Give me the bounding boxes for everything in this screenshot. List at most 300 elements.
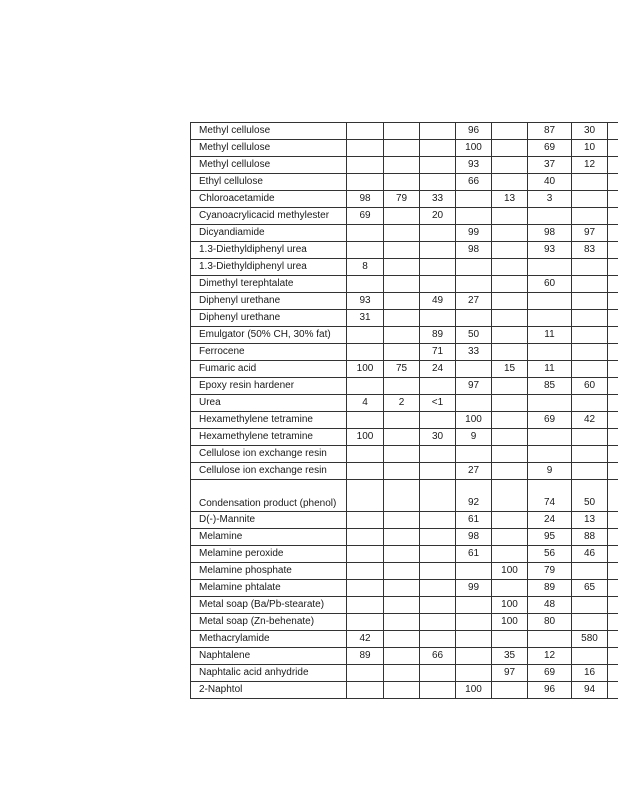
value-cell: 100 <box>347 429 384 446</box>
value-cell <box>347 665 384 682</box>
value-cell <box>420 463 456 480</box>
table-row <box>191 665 618 682</box>
value-cell: 79 <box>384 191 420 208</box>
table-row <box>191 563 618 580</box>
table-row <box>191 191 618 208</box>
value-cell <box>420 580 456 597</box>
substance-name-cell: Cyanoacrylicacid methylester <box>191 208 347 225</box>
value-cell <box>347 682 384 699</box>
cut-off-cell <box>608 563 618 580</box>
value-cell: 89 <box>528 580 572 597</box>
value-cell: 3 <box>528 191 572 208</box>
value-cell <box>420 378 456 395</box>
value-cell <box>420 123 456 140</box>
value-cell <box>492 631 528 648</box>
table-row <box>191 378 618 395</box>
value-cell: 97 <box>572 225 608 242</box>
value-cell <box>384 174 420 191</box>
value-cell: 93 <box>456 157 492 174</box>
value-cell: 42 <box>572 412 608 429</box>
substance-name-cell: Naphtalene <box>191 648 347 665</box>
cut-off-cell <box>608 631 618 648</box>
value-cell <box>347 597 384 614</box>
cut-off-cell <box>608 174 618 191</box>
cut-off-cell <box>608 512 618 529</box>
value-cell <box>384 157 420 174</box>
table-row <box>191 631 618 648</box>
table-row <box>191 242 618 259</box>
cut-off-cell <box>608 429 618 446</box>
value-cell <box>347 463 384 480</box>
value-cell <box>384 463 420 480</box>
value-cell <box>572 597 608 614</box>
value-cell: 9 <box>528 463 572 480</box>
value-cell <box>456 648 492 665</box>
value-cell: 100 <box>492 563 528 580</box>
value-cell <box>384 208 420 225</box>
value-cell <box>384 378 420 395</box>
substance-name-cell: Melamine peroxide <box>191 546 347 563</box>
value-cell: 60 <box>528 276 572 293</box>
value-cell <box>572 310 608 327</box>
value-cell <box>384 597 420 614</box>
cut-off-cell <box>608 191 618 208</box>
value-cell: 98 <box>456 529 492 546</box>
substance-name-cell: Melamine <box>191 529 347 546</box>
value-cell <box>456 614 492 631</box>
value-cell <box>347 614 384 631</box>
value-cell: 69 <box>528 140 572 157</box>
cut-off-cell <box>608 361 618 378</box>
table-row <box>191 412 618 429</box>
value-cell <box>384 563 420 580</box>
value-cell: 100 <box>492 614 528 631</box>
value-cell <box>492 446 528 463</box>
value-cell <box>420 682 456 699</box>
value-cell: 99 <box>456 225 492 242</box>
value-cell: 12 <box>572 157 608 174</box>
cut-off-cell <box>608 412 618 429</box>
value-cell <box>347 157 384 174</box>
value-cell <box>572 614 608 631</box>
value-cell <box>492 429 528 446</box>
value-cell: 97 <box>492 665 528 682</box>
value-cell <box>384 512 420 529</box>
cut-off-cell <box>608 614 618 631</box>
value-cell: 100 <box>456 140 492 157</box>
value-cell: 580 <box>572 631 608 648</box>
cut-off-cell <box>608 276 618 293</box>
value-cell: 74 <box>528 480 572 512</box>
value-cell: 69 <box>347 208 384 225</box>
value-cell: 95 <box>528 529 572 546</box>
cut-off-cell <box>608 597 618 614</box>
value-cell <box>347 242 384 259</box>
value-cell <box>420 157 456 174</box>
value-cell <box>420 276 456 293</box>
value-cell <box>456 597 492 614</box>
value-cell <box>528 208 572 225</box>
table-row <box>191 580 618 597</box>
table-row <box>191 529 618 546</box>
value-cell <box>420 480 456 512</box>
value-cell: 100 <box>456 412 492 429</box>
value-cell <box>528 429 572 446</box>
value-cell: 97 <box>456 378 492 395</box>
value-cell: 40 <box>528 174 572 191</box>
value-cell <box>572 344 608 361</box>
cut-off-cell <box>608 580 618 597</box>
value-cell <box>456 191 492 208</box>
substance-name-cell: 2-Naphtol <box>191 682 347 699</box>
table-row <box>191 327 618 344</box>
value-cell <box>347 123 384 140</box>
substance-name-cell: Dimethyl terephtalate <box>191 276 347 293</box>
value-cell <box>492 157 528 174</box>
substance-name-cell: Epoxy resin hardener <box>191 378 347 395</box>
cut-off-cell <box>608 327 618 344</box>
value-cell <box>492 293 528 310</box>
value-cell: 100 <box>347 361 384 378</box>
value-cell <box>420 242 456 259</box>
value-cell <box>384 276 420 293</box>
value-cell <box>572 293 608 310</box>
value-cell: 30 <box>572 123 608 140</box>
substance-name-cell: Methyl cellulose <box>191 140 347 157</box>
value-cell: <1 <box>420 395 456 412</box>
substance-name-cell: Hexamethylene tetramine <box>191 429 347 446</box>
value-cell: 85 <box>528 378 572 395</box>
value-cell <box>572 276 608 293</box>
value-cell <box>420 140 456 157</box>
value-cell <box>456 276 492 293</box>
value-cell <box>572 463 608 480</box>
value-cell: 61 <box>456 546 492 563</box>
value-cell: 100 <box>492 597 528 614</box>
table-row <box>191 463 618 480</box>
value-cell <box>420 563 456 580</box>
table-row <box>191 395 618 412</box>
value-cell <box>347 327 384 344</box>
value-cell <box>492 242 528 259</box>
substance-name-cell: 1.3-Diethyldiphenyl urea <box>191 242 347 259</box>
substance-name-cell: 1.3-Diethyldiphenyl urea <box>191 259 347 276</box>
value-cell: 88 <box>572 529 608 546</box>
value-cell <box>528 446 572 463</box>
value-cell <box>347 276 384 293</box>
value-cell <box>384 225 420 242</box>
substance-name-cell: Chloroacetamide <box>191 191 347 208</box>
substance-name-cell: Diphenyl urethane <box>191 293 347 310</box>
value-cell <box>456 395 492 412</box>
value-cell <box>492 682 528 699</box>
value-cell: 96 <box>456 123 492 140</box>
value-cell: 50 <box>456 327 492 344</box>
value-cell <box>572 563 608 580</box>
value-cell: 94 <box>572 682 608 699</box>
table-row <box>191 276 618 293</box>
value-cell <box>456 310 492 327</box>
value-cell <box>492 140 528 157</box>
value-cell: 48 <box>528 597 572 614</box>
value-cell <box>572 174 608 191</box>
value-cell: 66 <box>420 648 456 665</box>
value-cell <box>384 648 420 665</box>
value-cell <box>384 140 420 157</box>
value-cell <box>492 512 528 529</box>
substance-name-cell: Methacrylamide <box>191 631 347 648</box>
value-cell: 4 <box>347 395 384 412</box>
value-cell: 100 <box>456 682 492 699</box>
substance-name-cell: Melamine phosphate <box>191 563 347 580</box>
value-cell <box>572 208 608 225</box>
value-cell: 75 <box>384 361 420 378</box>
value-cell <box>384 242 420 259</box>
value-cell <box>420 446 456 463</box>
value-cell: 98 <box>528 225 572 242</box>
value-cell <box>384 259 420 276</box>
value-cell <box>384 327 420 344</box>
value-cell: 93 <box>528 242 572 259</box>
substance-name-cell: Condensation product (phenol) <box>191 480 347 512</box>
value-cell: 9 <box>456 429 492 446</box>
substance-name-cell: Melamine phtalate <box>191 580 347 597</box>
value-cell: 37 <box>528 157 572 174</box>
value-cell: 35 <box>492 648 528 665</box>
value-cell: 15 <box>492 361 528 378</box>
value-cell: 65 <box>572 580 608 597</box>
cut-off-cell <box>608 446 618 463</box>
substance-name-cell: Metal soap (Ba/Pb-stearate) <box>191 597 347 614</box>
value-cell <box>384 614 420 631</box>
table-row <box>191 157 618 174</box>
cut-off-cell <box>608 665 618 682</box>
value-cell <box>420 225 456 242</box>
value-cell <box>420 174 456 191</box>
value-cell: 24 <box>420 361 456 378</box>
value-cell <box>420 597 456 614</box>
value-cell <box>528 293 572 310</box>
value-cell <box>492 529 528 546</box>
value-cell <box>384 580 420 597</box>
value-cell <box>492 344 528 361</box>
value-cell: 56 <box>528 546 572 563</box>
table-row <box>191 293 618 310</box>
value-cell <box>492 463 528 480</box>
value-cell <box>456 631 492 648</box>
value-cell <box>420 546 456 563</box>
value-cell <box>384 546 420 563</box>
value-cell <box>492 327 528 344</box>
value-cell <box>347 580 384 597</box>
substance-name-cell: Ferrocene <box>191 344 347 361</box>
value-cell <box>384 446 420 463</box>
table-row <box>191 208 618 225</box>
value-cell: 98 <box>347 191 384 208</box>
value-cell: 99 <box>456 580 492 597</box>
value-cell <box>347 480 384 512</box>
value-cell <box>492 225 528 242</box>
value-cell <box>347 225 384 242</box>
value-cell: 92 <box>456 480 492 512</box>
value-cell <box>384 480 420 512</box>
value-cell <box>347 412 384 429</box>
cut-off-cell <box>608 378 618 395</box>
value-cell <box>384 529 420 546</box>
value-cell: 11 <box>528 361 572 378</box>
value-cell <box>420 310 456 327</box>
value-cell <box>572 395 608 412</box>
value-cell: 69 <box>528 412 572 429</box>
table-row <box>191 597 618 614</box>
value-cell <box>384 665 420 682</box>
substance-name-cell: D(-)-Mannite <box>191 512 347 529</box>
substance-name-cell: Metal soap (Zn-behenate) <box>191 614 347 631</box>
value-cell <box>384 123 420 140</box>
value-cell <box>492 378 528 395</box>
cut-off-cell <box>608 682 618 699</box>
value-cell <box>420 259 456 276</box>
cut-off-cell <box>608 123 618 140</box>
cut-off-cell <box>608 310 618 327</box>
table-row <box>191 140 618 157</box>
cut-off-cell <box>608 463 618 480</box>
table-row <box>191 546 618 563</box>
value-cell <box>528 395 572 412</box>
value-cell: 42 <box>347 631 384 648</box>
value-cell <box>492 174 528 191</box>
table-row <box>191 344 618 361</box>
cut-off-cell <box>608 529 618 546</box>
substance-name-cell: Urea <box>191 395 347 412</box>
value-cell <box>384 310 420 327</box>
value-cell <box>420 412 456 429</box>
table-row <box>191 259 618 276</box>
value-cell <box>572 327 608 344</box>
substance-name-cell: Cellulose ion exchange resin <box>191 446 347 463</box>
value-cell: 49 <box>420 293 456 310</box>
table-row <box>191 614 618 631</box>
value-cell: 66 <box>456 174 492 191</box>
substance-name-cell: Diphenyl urethane <box>191 310 347 327</box>
table-row <box>191 310 618 327</box>
value-cell: 61 <box>456 512 492 529</box>
substance-name-cell: Methyl cellulose <box>191 157 347 174</box>
value-cell: 98 <box>456 242 492 259</box>
value-cell <box>528 259 572 276</box>
value-cell: 8 <box>347 259 384 276</box>
data-table <box>190 122 618 699</box>
value-cell <box>420 512 456 529</box>
value-cell <box>420 665 456 682</box>
value-cell: 16 <box>572 665 608 682</box>
table-body <box>191 123 618 699</box>
substance-name-cell: Hexamethylene tetramine <box>191 412 347 429</box>
cut-off-cell <box>608 648 618 665</box>
cut-off-cell <box>608 293 618 310</box>
value-cell <box>456 259 492 276</box>
value-cell: 96 <box>528 682 572 699</box>
value-cell <box>347 446 384 463</box>
value-cell: 2 <box>384 395 420 412</box>
cut-off-cell <box>608 140 618 157</box>
value-cell <box>492 580 528 597</box>
cut-off-cell <box>608 259 618 276</box>
value-cell: 80 <box>528 614 572 631</box>
table-row <box>191 429 618 446</box>
value-cell: 30 <box>420 429 456 446</box>
value-cell <box>384 682 420 699</box>
value-cell <box>492 412 528 429</box>
value-cell <box>456 208 492 225</box>
value-cell: 60 <box>572 378 608 395</box>
value-cell <box>420 631 456 648</box>
cut-off-cell <box>608 225 618 242</box>
value-cell: 87 <box>528 123 572 140</box>
value-cell: 27 <box>456 293 492 310</box>
value-cell: 24 <box>528 512 572 529</box>
value-cell <box>420 529 456 546</box>
cut-off-cell <box>608 157 618 174</box>
table-row <box>191 225 618 242</box>
value-cell <box>347 546 384 563</box>
cut-off-cell <box>608 395 618 412</box>
value-cell: 33 <box>456 344 492 361</box>
value-cell: 31 <box>347 310 384 327</box>
value-cell <box>572 361 608 378</box>
value-cell <box>456 665 492 682</box>
value-cell <box>492 276 528 293</box>
value-cell: 46 <box>572 546 608 563</box>
value-cell: 20 <box>420 208 456 225</box>
value-cell <box>572 446 608 463</box>
value-cell <box>420 614 456 631</box>
value-cell: 13 <box>492 191 528 208</box>
value-cell <box>384 412 420 429</box>
value-cell <box>347 140 384 157</box>
value-cell <box>456 446 492 463</box>
value-cell <box>492 208 528 225</box>
value-cell <box>347 174 384 191</box>
value-cell <box>492 480 528 512</box>
cut-off-cell <box>608 480 618 512</box>
value-cell: 13 <box>572 512 608 529</box>
value-cell <box>384 429 420 446</box>
cut-off-cell <box>608 344 618 361</box>
value-cell <box>492 259 528 276</box>
value-cell: 12 <box>528 648 572 665</box>
value-cell <box>492 310 528 327</box>
cut-off-cell <box>608 208 618 225</box>
value-cell <box>572 429 608 446</box>
table-row <box>191 361 618 378</box>
value-cell <box>492 123 528 140</box>
table-row <box>191 446 618 463</box>
value-cell: 89 <box>420 327 456 344</box>
value-cell: 79 <box>528 563 572 580</box>
table-row <box>191 648 618 665</box>
table-row <box>191 123 618 140</box>
value-cell: 50 <box>572 480 608 512</box>
value-cell <box>456 361 492 378</box>
value-cell <box>572 191 608 208</box>
value-cell <box>347 344 384 361</box>
value-cell <box>384 631 420 648</box>
value-cell: 33 <box>420 191 456 208</box>
value-cell <box>347 563 384 580</box>
substance-name-cell: Ethyl cellulose <box>191 174 347 191</box>
value-cell <box>492 395 528 412</box>
